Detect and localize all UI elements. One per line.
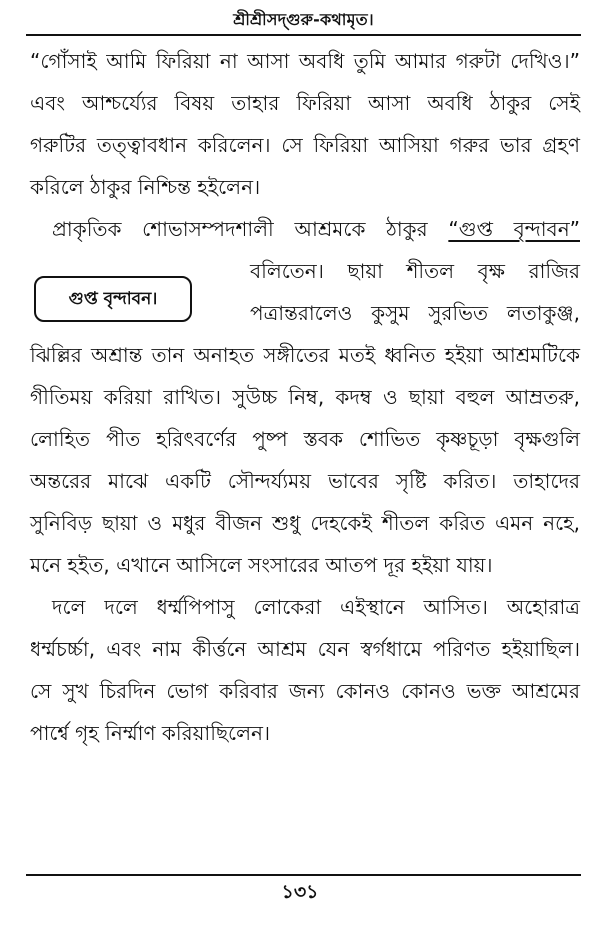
running-header (26, 0, 581, 36)
text-line: অন্তরের মাঝে একটি সৌন্দর্য্যময় ভাবের সৃষ্টি করিত। তাহাদের (30, 469, 580, 493)
text-line: সে সুখ চিরদিন ভোগ করিবার জন্য কোনও কোনও ভক্ত আশ্রমের (30, 679, 580, 703)
text-line: সুনিবিড় ছায়া ও মধুর বীজন শুধু দেহকেই শীতল করিত এমন নহে, (30, 511, 580, 535)
text-line: মনে হইত, এখানে আসিলে সংসারের আতপ দূর হইয়া যায়। (30, 553, 493, 577)
text-line: লোহিত পীত হরিৎবর্ণের পুষ্প স্তবক শোভিত কৃষ্ণচূড়া বৃক্ষগুলি (30, 427, 580, 451)
text-line: পত্রান্তরালেও কুসুম সুরভিত লতাকুঞ্জ, (250, 301, 580, 325)
text-line: “গোঁসাই আমি ফিরিয়া না আসা অবধি তুমি আমার গরুটা দেখিও।” (30, 49, 580, 73)
emphasized-term: “গুপ্ত বৃন্দাবন” (448, 217, 580, 241)
text-run: প্রাকৃতিক শোভাসম্পদশালী আশ্রমকে ঠাকুর (52, 217, 449, 241)
text-line: গীতিময় করিয়া রাখিত। সুউচ্চ নিম্ব, কদম্ব ও ছায়া বহুল আম্রতরু, (30, 385, 580, 409)
text-line: পার্শ্বে গৃহ নির্ম্মাণ করিয়াছিলেন। (30, 721, 271, 745)
body-text (30, 40, 580, 754)
footer-rule (26, 874, 581, 876)
margin-note-box (34, 276, 192, 322)
margin-note-text: গুপ্ত বৃন্দাবন। (68, 289, 158, 309)
header-title: শ্রীশ্রীসদ্‌গুরু-কথামৃত। (233, 10, 374, 29)
text-line: এবং আশ্চর্য্যের বিষয় তাহার ফিরিয়া আসা অবধি ঠাকুর সেই (30, 91, 580, 115)
text-line: ঝিল্লির অশ্রান্ত তান অনাহত সঙ্গীতের মতই ধ্বনিত হইয়া আশ্রমটিকে (30, 343, 580, 367)
page-number: ১৩১ (281, 881, 319, 903)
text-line: দলে দলে ধর্ম্মপিপাসু লোকেরা এইস্থানে আসিত। অহোরাত্র (52, 595, 580, 619)
text-line: গরুটির তত্ত্বাবধান করিলেন। সে ফিরিয়া আসিয়া গরুর ভার গ্রহণ (30, 133, 580, 157)
text-line: ধর্ম্মচর্চ্চা, এবং নাম কীর্ত্তনে আশ্রম যেন স্বর্গধামে পরিণত হইয়াছিল। (30, 637, 580, 661)
text-line: করিলে ঠাকুর নিশ্চিন্ত হইলেন। (30, 175, 261, 199)
text-line (30, 208, 580, 250)
text-line: বলিতেন। ছায়া শীতল বৃক্ষ রাজির (250, 259, 580, 283)
